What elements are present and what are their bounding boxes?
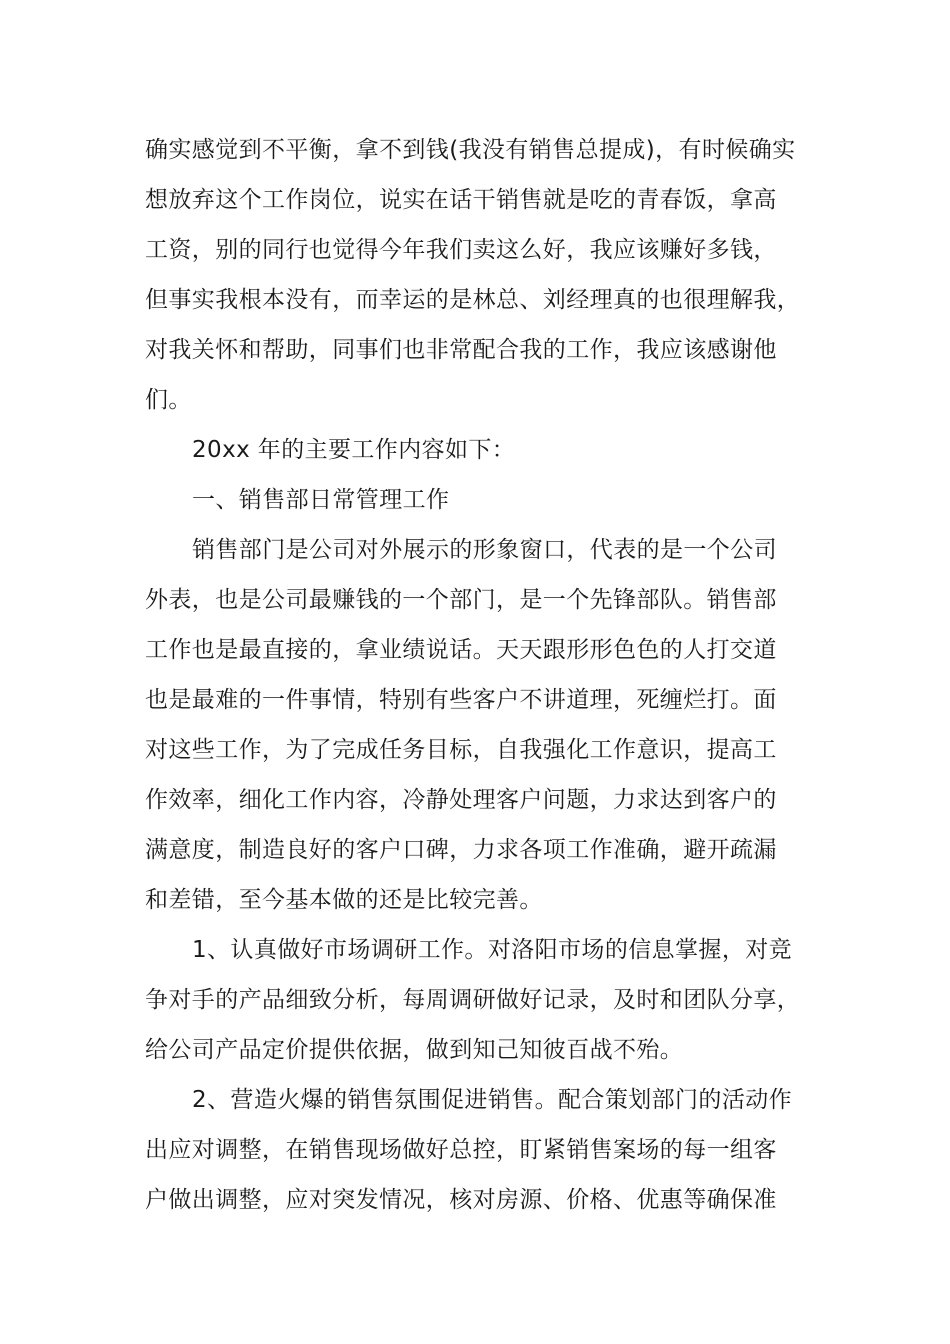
text-line: 但事实我根本没有，而幸运的是林总、刘经理真的也很理解我，	[145, 287, 801, 313]
text-line: 对这些工作，为了完成任务目标，自我强化工作意识，提高工	[145, 737, 777, 763]
text-line: 外表，也是公司最赚钱的一个部门，是一个先锋部队。销售部	[145, 587, 777, 613]
text-line: 对我关怀和帮助，同事们也非常配合我的工作，我应该感谢他	[145, 337, 777, 363]
text-line: 们。	[145, 387, 192, 413]
text-line: 确实感觉到不平衡，拿不到钱(我没有销售总提成)，有时候确实	[145, 137, 796, 163]
text-line: 1、认真做好市场调研工作。对洛阳市场的信息掌握，对竞	[192, 937, 793, 963]
text-line: 工资，别的同行也觉得今年我们卖这么好，我应该赚好多钱，	[145, 237, 777, 263]
text-line: 和差错，至今基本做的还是比较完善。	[145, 887, 543, 913]
text-line: 也是最难的一件事情，特别有些客户不讲道理，死缠烂打。面	[145, 687, 777, 713]
text-line: 户做出调整，应对突发情况，核对房源、价格、优惠等确保准	[145, 1187, 777, 1213]
text-line: 2、营造火爆的销售氛围促进销售。配合策划部门的活动作	[192, 1087, 793, 1113]
text-line: 20xx 年的主要工作内容如下：	[192, 437, 516, 463]
text-line: 满意度，制造良好的客户口碑，力求各项工作准确，避开疏漏	[145, 837, 777, 863]
text-line: 销售部门是公司对外展示的形象窗口，代表的是一个公司	[192, 537, 777, 563]
text-line: 给公司产品定价提供依据，做到知己知彼百战不殆。	[145, 1037, 684, 1063]
text-line: 出应对调整，在销售现场做好总控，盯紧销售案场的每一组客	[145, 1137, 777, 1163]
text-line: 作效率，细化工作内容，冷静处理客户问题，力求达到客户的	[145, 787, 777, 813]
section-heading: 一、销售部日常管理工作	[192, 487, 450, 513]
text-line: 争对手的产品细致分析，每周调研做好记录，及时和团队分享，	[145, 987, 801, 1013]
text-line: 工作也是最直接的，拿业绩说话。天天跟形形色色的人打交道	[145, 637, 777, 663]
text-line: 想放弃这个工作岗位，说实在话干销售就是吃的青春饭，拿高	[145, 187, 777, 213]
